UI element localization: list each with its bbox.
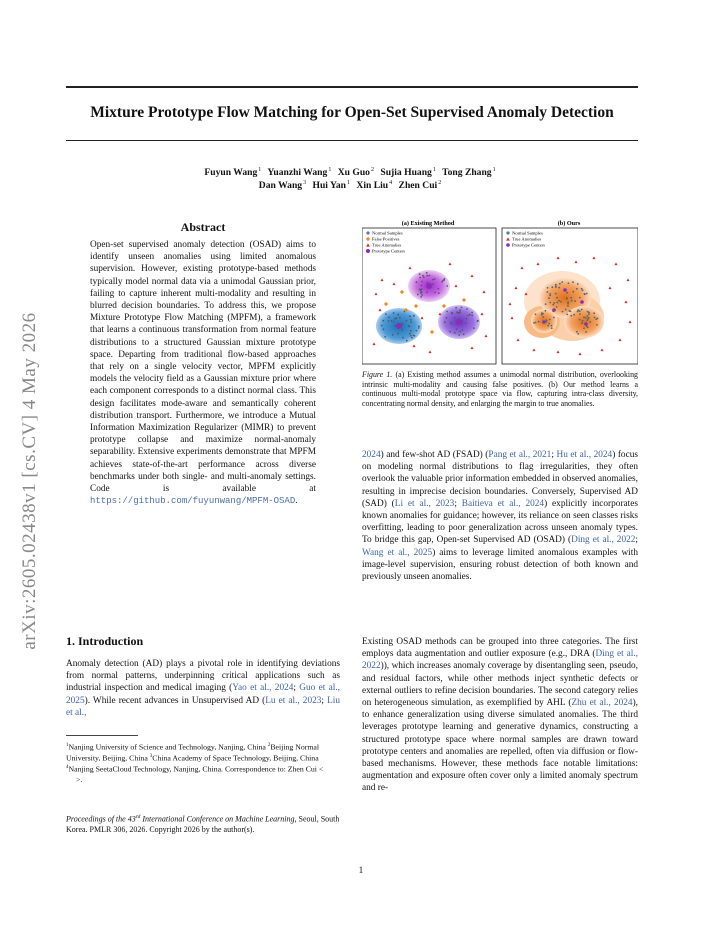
section-heading-introduction: 1. Introduction <box>66 634 144 648</box>
normal-sample-dot <box>558 300 560 302</box>
author-name: Xu Guo <box>337 167 370 179</box>
arxiv-stamp: arXiv:2605.02438v1 [cs.CV] 4 May 2026 <box>19 312 40 650</box>
normal-sample-dot <box>565 309 567 311</box>
normal-sample-dot <box>422 275 424 277</box>
normal-sample-dot <box>555 284 557 286</box>
normal-sample-dot <box>382 320 384 322</box>
normal-sample-dot <box>381 325 383 327</box>
citation-link[interactable]: Ding et al., 2022 <box>362 649 639 672</box>
normal-sample-dot <box>393 321 395 323</box>
normal-sample-dot <box>577 333 579 335</box>
author-name: Zhen Cui <box>398 180 438 192</box>
figure-1 <box>362 218 638 368</box>
normal-sample-dot <box>577 283 579 285</box>
citation-link[interactable]: Li et al., 2023 <box>394 498 455 509</box>
normal-sample-dot <box>567 301 569 303</box>
normal-sample-dot <box>451 313 453 315</box>
normal-sample-dot <box>568 282 570 284</box>
normal-sample-dot <box>594 317 596 319</box>
normal-sample-dot <box>587 311 589 313</box>
normal-sample-dot <box>549 319 551 321</box>
normal-sample-dot <box>549 302 551 304</box>
normal-sample-dot <box>593 312 595 314</box>
normal-sample-dot <box>585 317 587 319</box>
title-top-rule <box>66 86 638 88</box>
normal-sample-dot <box>471 314 473 316</box>
normal-sample-dot <box>555 293 557 295</box>
normal-sample-dot <box>410 335 412 337</box>
normal-sample-dot <box>455 307 457 309</box>
normal-sample-dot <box>461 307 463 309</box>
normal-sample-dot <box>581 309 583 311</box>
normal-sample-dot <box>406 340 408 342</box>
svg-text:False Positives: False Positives <box>372 236 400 242</box>
normal-sample-dot <box>446 311 448 313</box>
normal-sample-dot <box>579 319 581 321</box>
normal-sample-dot <box>383 328 385 330</box>
normal-sample-dot <box>535 322 537 324</box>
proceedings-notice: Proceedings of the 43rd International Conference on Machine Learning, Seoul, South Korea. PMLR 306, 2026. Copyright 2026 by the author(s). <box>66 814 340 834</box>
normal-sample-dot <box>421 281 423 283</box>
citation-link[interactable]: Wang et al., 2025 <box>362 547 433 558</box>
normal-sample-dot <box>576 288 578 290</box>
citation-link[interactable]: Liu et al., <box>66 695 340 718</box>
normal-sample-dot <box>477 320 479 322</box>
normal-sample-dot <box>459 331 461 333</box>
normal-sample-dot <box>549 295 551 297</box>
normal-sample-dot <box>586 315 588 317</box>
normal-sample-dot <box>426 275 428 277</box>
normal-sample-dot <box>569 310 571 312</box>
normal-sample-dot <box>572 281 574 283</box>
normal-sample-dot <box>566 297 568 299</box>
footnote-rule <box>66 735 138 736</box>
normal-sample-dot <box>586 325 588 327</box>
normal-sample-dot <box>545 310 547 312</box>
normal-sample-dot <box>552 311 554 313</box>
svg-text:Prototype Centers: Prototype Centers <box>372 248 406 254</box>
normal-sample-dot <box>406 320 408 322</box>
normal-sample-dot <box>397 333 399 335</box>
intro-paragraph: Anomaly detection (AD) plays a pivotal role in identifying deviations from normal patterns, underpinning critical applications such as industrial inspection and medical imaging (Yao et al., 2024; Guo et al., 2025). While recent advances in Unsupervised AD (Lu et al., 2023; Liu et al., <box>66 659 340 718</box>
normal-sample-dot <box>417 294 419 296</box>
normal-sample-dot <box>560 301 562 303</box>
normal-sample-dot <box>384 336 386 338</box>
normal-sample-dot <box>596 324 598 326</box>
normal-sample-dot <box>454 317 456 319</box>
panel-b-legend <box>506 231 545 248</box>
normal-sample-dot <box>552 304 554 306</box>
page-number: 1 <box>358 866 364 876</box>
normal-sample-dot <box>401 323 403 325</box>
normal-sample-dot <box>582 289 584 291</box>
normal-sample-dot <box>553 302 555 304</box>
normal-sample-dot <box>402 337 404 339</box>
citation-link[interactable]: Baitieva et al., 2024 <box>461 498 545 509</box>
citation-link[interactable]: 2024 <box>362 450 381 460</box>
normal-sample-dot <box>420 296 422 298</box>
normal-sample-dot <box>547 325 549 327</box>
normal-sample-dot <box>566 314 568 316</box>
normal-sample-dot <box>588 317 590 319</box>
panel-a-legend <box>366 231 405 254</box>
normal-sample-dot <box>547 287 549 289</box>
normal-sample-dot <box>441 281 443 283</box>
normal-sample-dot <box>570 315 572 317</box>
figure-1-caption: Figure 1. (a) Existing method assumes a unimodal normal distribution, overlooking intrinsic multi-modality and causing false positives. (b) Our method learns a continuous multi-modal prototype space via flow, capturing intra-class diversity, concentrating normal density, and enlarging the margin to true anomalies. <box>362 370 638 408</box>
normal-sample-dot <box>420 289 422 291</box>
normal-sample-dot <box>586 293 588 295</box>
normal-sample-dot <box>579 313 581 315</box>
normal-sample-dot <box>446 285 448 287</box>
intro-paragraph-continued: 2024) and few-shot AD (FSAD) (Pang et al., 2021; Hu et al., 2024) focus on modeling normal distributions to flag irregularities, they often overlook the valuable prior information embedded in observed anomalies, resulting in imprecise decision boundaries. Conversely, Supervised AD (SAD) (Li et al., 2023; Baitieva et al., 2024) explicitly incorporates known anomalies for guidance; however, its reliance on seen classes risks overfitting, leading to poor generalization across unseen anomaly types. To bridge this gap, Open-set Supervised AD (OSAD) (Ding et al., 2022; Wang et al., 2025) aims to leverage limited anomalous examples with image-level supervision, ensuring robust detection of both known and previously unseen anomalies. <box>362 450 638 583</box>
normal-sample-dot <box>456 328 458 330</box>
normal-sample-dot <box>570 297 572 299</box>
citation-link[interactable]: Ding et al., 2022 <box>571 535 636 546</box>
normal-sample-dot <box>466 308 468 310</box>
normal-sample-dot <box>548 323 550 325</box>
normal-sample-dot <box>573 314 575 316</box>
normal-sample-dot <box>413 315 415 317</box>
normal-sample-dot <box>409 326 411 328</box>
normal-sample-dot <box>466 318 468 320</box>
normal-sample-dot <box>461 321 463 323</box>
affiliation-footnotes: $^1$Nanjing University of Science and Technology, Nanjing, China $^2$Beijing Normal University, Beijing, China $^3$China Academy of Space Technology, Beijing, China $^4$Nanjing SeetaCloud Technology, Nanjing, China. Correspondence to: Zhen Cui < >. <box>66 742 324 784</box>
normal-sample-dot <box>432 279 434 281</box>
normal-sample-dot <box>418 325 420 327</box>
normal-sample-dot <box>542 316 544 318</box>
normal-sample-dot <box>535 313 537 315</box>
normal-sample-dot <box>385 313 387 315</box>
normal-sample-dot <box>456 311 458 313</box>
normal-sample-dot <box>392 334 394 336</box>
normal-sample-dot <box>426 272 428 274</box>
citation-link[interactable]: Pang et al., 2021 <box>488 450 552 460</box>
normal-sample-dot <box>429 275 431 277</box>
author-name: Dan Wang <box>258 180 303 192</box>
normal-sample-dot <box>554 309 556 311</box>
normal-sample-dot <box>561 281 563 283</box>
abstract-text: Open-set supervised anomaly detection (OSAD) aims to identify unseen anomalies using limited anomalous supervision. However, existing prototype-based methods typically model normal data via a unimodal Gaussian prior, failing to capture inherent multi-modality and resulting in blurred decision boundaries. To address this, we propose Mixture Prototype Flow Matching (MPFM), a framework that learns a continuous transformation from normal feature distributions to a structured Gaussian mixture prototype space. Departing from traditional flow-based approaches that rely on a single velocity vector, MPFM explicitly models the velocity field as a Gaussian mixture prior where each component corresponds to a distinct normal class. This design facilitates mode-aware and semantically coherent distribution transport. Furthermore, we introduce a Mutual Information Maximization Regularizer (MIMR) to prevent prototype collapse and maximize normal-anomaly separability. Extensive experiments demonstrate that MPFM achieves state-of-the-art performance across diverse benchmarks under both single- and multi-anomaly settings. Code is available at https://github.com/fuyunwang/MPFM-OSAD. <box>90 240 316 507</box>
normal-sample-dot <box>451 323 453 325</box>
intro-paragraph-2: Existing OSAD methods can be grouped into three categories. The first employs data augmentation and outlier exposure (e.g., DRA (Ding et al., 2022)), which increases anomaly coverage by disentangling seen, pseudo, and residual factors, while other methods inject synthetic defects or external outliers to refine decision boundaries. The second category relies on heterogeneous simulation, as exemplified by AHL (Zhu et al., 2024), to enhance generalization using diverse simulated anomalies. The third leverages prototype learning and generative dynamics, constructing a structured prototype space where normal samples are drawn toward prototype centers and anomalies are repelled, often via diffusion or flow-based mechanisms. However, these methods face notable limitations: augmentation and exposure often cover only a limited anomaly spectrum and re- <box>362 637 639 794</box>
normal-sample-dot <box>586 319 588 321</box>
normal-sample-dot <box>401 329 403 331</box>
normal-sample-dot <box>414 335 416 337</box>
normal-sample-dot <box>449 331 451 333</box>
svg-text:True Anomalies: True Anomalies <box>372 242 402 248</box>
svg-text:Prototype Centers: Prototype Centers <box>512 242 546 248</box>
normal-sample-dot <box>551 325 553 327</box>
normal-sample-dot <box>562 311 564 313</box>
normal-sample-dot <box>583 327 585 329</box>
normal-sample-dot <box>583 316 585 318</box>
normal-sample-dot <box>541 312 543 314</box>
normal-sample-dot <box>421 294 423 296</box>
citation-link[interactable]: Zhu et al., 2024 <box>571 698 633 709</box>
normal-sample-dot <box>581 288 583 290</box>
normal-sample-dot <box>459 309 461 311</box>
normal-sample-dot <box>567 305 569 307</box>
paper-title: Mixture Prototype Flow Matching for Open-Set Supervised Anomaly Detection <box>90 104 614 121</box>
normal-sample-dot <box>446 317 448 319</box>
normal-sample-dot <box>585 331 587 333</box>
code-link[interactable]: https://github.com/fuyunwang/MPFM-OSAD <box>90 496 296 507</box>
normal-sample-dot <box>420 292 422 294</box>
normal-sample-dot <box>459 312 461 314</box>
normal-sample-dot <box>581 322 583 324</box>
citation-link[interactable]: Guo et al., 2025 <box>66 683 340 706</box>
normal-sample-dot <box>558 287 560 289</box>
normal-sample-dot <box>545 321 547 323</box>
author-name: Sujia Huang <box>380 167 432 179</box>
normal-sample-dot <box>551 327 553 329</box>
title-bottom-rule <box>66 140 638 141</box>
normal-sample-dot <box>393 312 395 314</box>
normal-sample-dot <box>469 314 471 316</box>
normal-sample-dot <box>438 292 440 294</box>
normal-sample-dot <box>426 291 428 293</box>
panel-a-title: (a) Existing Method <box>401 220 455 227</box>
normal-sample-dot <box>410 319 412 321</box>
normal-sample-dot <box>555 285 557 287</box>
normal-sample-dot <box>394 325 396 327</box>
normal-sample-dot <box>388 320 390 322</box>
normal-sample-dot <box>533 322 535 324</box>
normal-sample-dot <box>427 282 429 284</box>
normal-sample-dot <box>409 333 411 335</box>
normal-sample-dot <box>538 321 540 323</box>
author-name: Tong Zhang <box>442 167 492 179</box>
normal-sample-dot <box>556 302 558 304</box>
svg-text:Normal Samples: Normal Samples <box>372 230 403 236</box>
author-name: Xin Liu <box>356 180 389 192</box>
normal-sample-dot <box>391 320 393 322</box>
normal-sample-dot <box>458 319 460 321</box>
normal-sample-dot <box>549 293 551 295</box>
normal-sample-dot <box>432 283 434 285</box>
normal-sample-dot <box>467 315 469 317</box>
author-name: Hui Yan <box>312 180 346 192</box>
author-list-line-1: Fuyun Wang$^1$ Yuanzhi Wang$^1$ Xu Guo$^2$ Sujia Huang$^1$ Tong Zhang$^1$ <box>204 167 496 179</box>
normal-sample-dot <box>465 322 467 324</box>
author-list-line-2: Dan Wang$^3$ Hui Yan$^1$ Xin Liu$^4$ Zhen Cui$^2$ <box>258 180 442 192</box>
normal-sample-dot <box>473 327 475 329</box>
normal-sample-dot <box>571 300 573 302</box>
normal-sample-dot <box>579 297 581 299</box>
normal-sample-dot <box>545 303 547 305</box>
normal-sample-dot <box>416 330 418 332</box>
normal-sample-dot <box>559 283 561 285</box>
normal-sample-dot <box>572 291 574 293</box>
normal-sample-dot <box>579 310 581 312</box>
normal-sample-dot <box>399 325 401 327</box>
normal-sample-dot <box>544 322 546 324</box>
normal-sample-dot <box>454 332 456 334</box>
normal-sample-dot <box>410 330 412 332</box>
normal-sample-dot <box>434 292 436 294</box>
abstract-heading: Abstract <box>180 220 226 234</box>
normal-sample-dot <box>574 300 576 302</box>
normal-sample-dot <box>411 337 413 339</box>
svg-text:True Anomalies: True Anomalies <box>512 236 542 242</box>
author-name: Fuyun Wang <box>204 167 258 179</box>
normal-sample-dot <box>416 281 418 283</box>
normal-sample-dot <box>584 293 586 295</box>
normal-sample-dot <box>434 278 436 280</box>
normal-sample-dot <box>423 276 425 278</box>
author-name: Yuanzhi Wang <box>267 167 328 179</box>
normal-sample-dot <box>444 321 446 323</box>
normal-sample-dot <box>576 331 578 333</box>
citation-link[interactable]: Yao et al., 2024 <box>232 683 294 694</box>
normal-sample-dot <box>418 327 420 329</box>
normal-sample-dot <box>546 291 548 293</box>
citation-link[interactable]: Hu et al., 2024 <box>556 450 613 460</box>
normal-sample-dot <box>589 321 591 323</box>
normal-sample-dot <box>437 288 439 290</box>
normal-sample-dot <box>462 329 464 331</box>
normal-sample-dot <box>444 278 446 280</box>
normal-sample-dot <box>388 316 390 318</box>
prototype-center <box>426 283 432 289</box>
normal-sample-dot <box>409 315 411 317</box>
normal-sample-dot <box>410 321 412 323</box>
normal-sample-dot <box>588 313 590 315</box>
normal-sample-dot <box>548 297 550 299</box>
citation-link[interactable]: Lu et al., 2023 <box>265 695 322 706</box>
normal-sample-dot <box>399 317 401 319</box>
normal-sample-dot <box>541 314 543 316</box>
normal-sample-dot <box>458 334 460 336</box>
normal-sample-dot <box>595 318 597 320</box>
normal-sample-dot <box>419 277 421 279</box>
normal-sample-dot <box>419 273 421 275</box>
normal-sample-dot <box>556 306 558 308</box>
normal-sample-dot <box>394 318 396 320</box>
normal-sample-dot <box>566 292 568 294</box>
normal-sample-dot <box>556 297 558 299</box>
normal-sample-dot <box>463 334 465 336</box>
normal-sample-dot <box>471 312 473 314</box>
normal-sample-dot <box>397 314 399 316</box>
normal-sample-dot <box>420 285 422 287</box>
panel-b-title: (b) Ours <box>557 220 581 227</box>
normal-sample-dot <box>582 320 584 322</box>
svg-text:Normal Samples: Normal Samples <box>512 230 543 236</box>
normal-sample-dot <box>551 286 553 288</box>
normal-sample-dot <box>567 303 569 305</box>
normal-sample-dot <box>553 317 555 319</box>
